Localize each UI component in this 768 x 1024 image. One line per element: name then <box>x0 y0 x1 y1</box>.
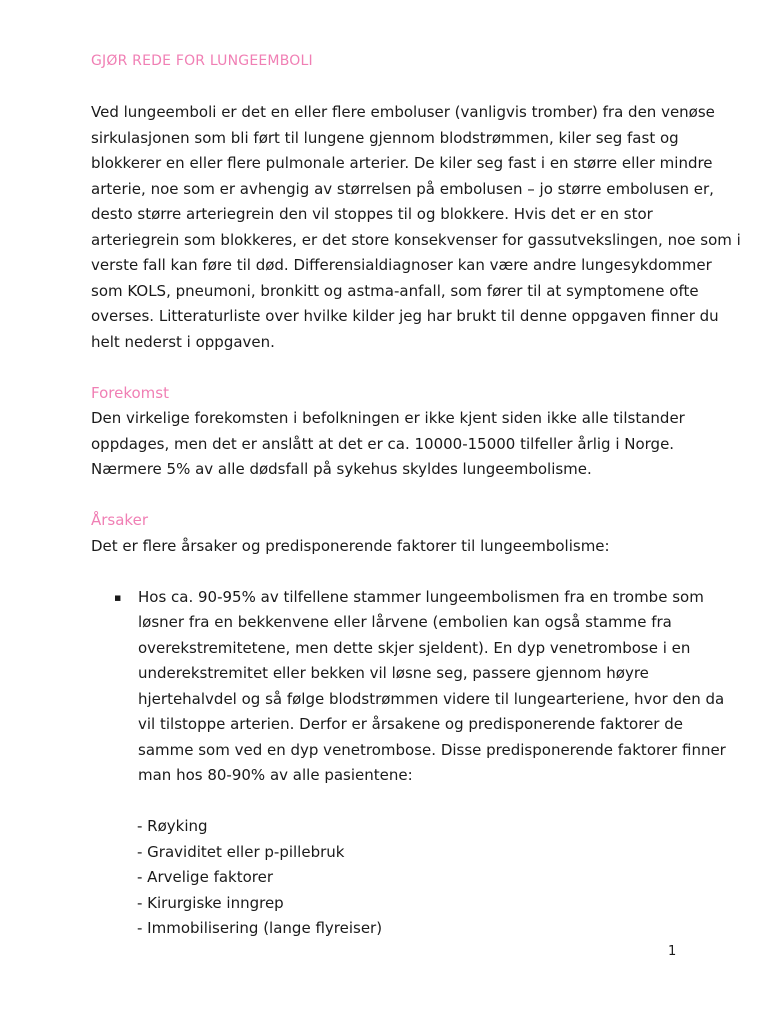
risk-factor-item: - Kirurgiske inngrep <box>137 893 284 912</box>
risk-factor-list <box>91 814 741 942</box>
intro-paragraph: Ved lungeemboli er det en eller flere emboluser (vanligvis tromber) fra den venøse sirkulasjonen som bli ført til lungene gjennom blodstrømmen, kiler seg fast og blokkerer en eller flere pulmonale arterier. De kiler seg fast i en større eller mindre arterie, noe som er avhengig av størrelsen på embolusen – jo større embolusen er, desto større arteriegrein den vil stoppes til og blokkere. Hvis det er en stor arteriegrein som blokkeres, er det store konsekvenser for gassutvekslingen, noe som i verste fall kan føre til død. Differensialdiagnoser kan være andre lungesykdommer som KOLS, pneumoni, bronkitt og astma-anfall, som fører til at symptomene ofte overses. Litteraturliste over hvilke kilder jeg har brukt til denne oppgaven finner du helt nederst i oppgaven. <box>91 103 741 351</box>
list-item-text: Hos ca. 90-95% av tilfellene stammer lungeembolismen fra en trombe som løsner fra en bekkenvene eller lårvene (embolien kan også stamme fra overekstremitetene, men dette skjer sjeldent). En dyp venetrombose i en underekstremitet eller bekken vil løsne seg, passere gjennom høyre hjertehalvdel og så følge blodstrømmen videre til lungearteriene, hvor den da vil tilstoppe arterien. Derfor er årsakene og predisponerende faktorer de samme som ved en dyp venetrombose. Disse predisponerende faktorer finner man hos 80-90% av alle pasientene: <box>138 587 726 784</box>
risk-factor-item: - Immobilisering (lange flyreiser) <box>137 919 383 937</box>
page-number: 1 <box>668 944 677 959</box>
risk-factor-item: - Graviditet eller p-pillebruk <box>137 842 345 861</box>
section-heading-arsaker: Årsaker <box>91 511 148 529</box>
list-item <box>91 585 741 789</box>
section-body-arsaker: Det er flere årsaker og predisponerende faktorer til lungeembolisme: <box>91 536 610 555</box>
spacer <box>91 789 741 815</box>
spacer <box>91 355 741 381</box>
section-heading-forekomst: Forekomst <box>91 383 169 402</box>
bullet-square-icon: ▪ <box>114 590 122 604</box>
document-title: GJØR REDE FOR LUNGEEMBOLI <box>91 53 313 69</box>
document-body <box>91 49 741 942</box>
spacer <box>91 559 741 585</box>
section-body-forekomst: Den virkelige forekomsten i befolkningen er ikke kjent siden ikke alle tilstander oppdages, men det er anslått at det er ca. 10000-15000 tilfeller årlig i Norge. Nærmere 5% av alle dødsfall på sykehus skyldes lungeembolisme. <box>91 409 685 478</box>
risk-factor-item: - Arvelige faktorer <box>137 868 274 886</box>
spacer <box>91 483 741 509</box>
spacer <box>91 75 741 101</box>
risk-factor-item: - Røyking <box>137 817 208 835</box>
causes-list <box>91 585 741 789</box>
